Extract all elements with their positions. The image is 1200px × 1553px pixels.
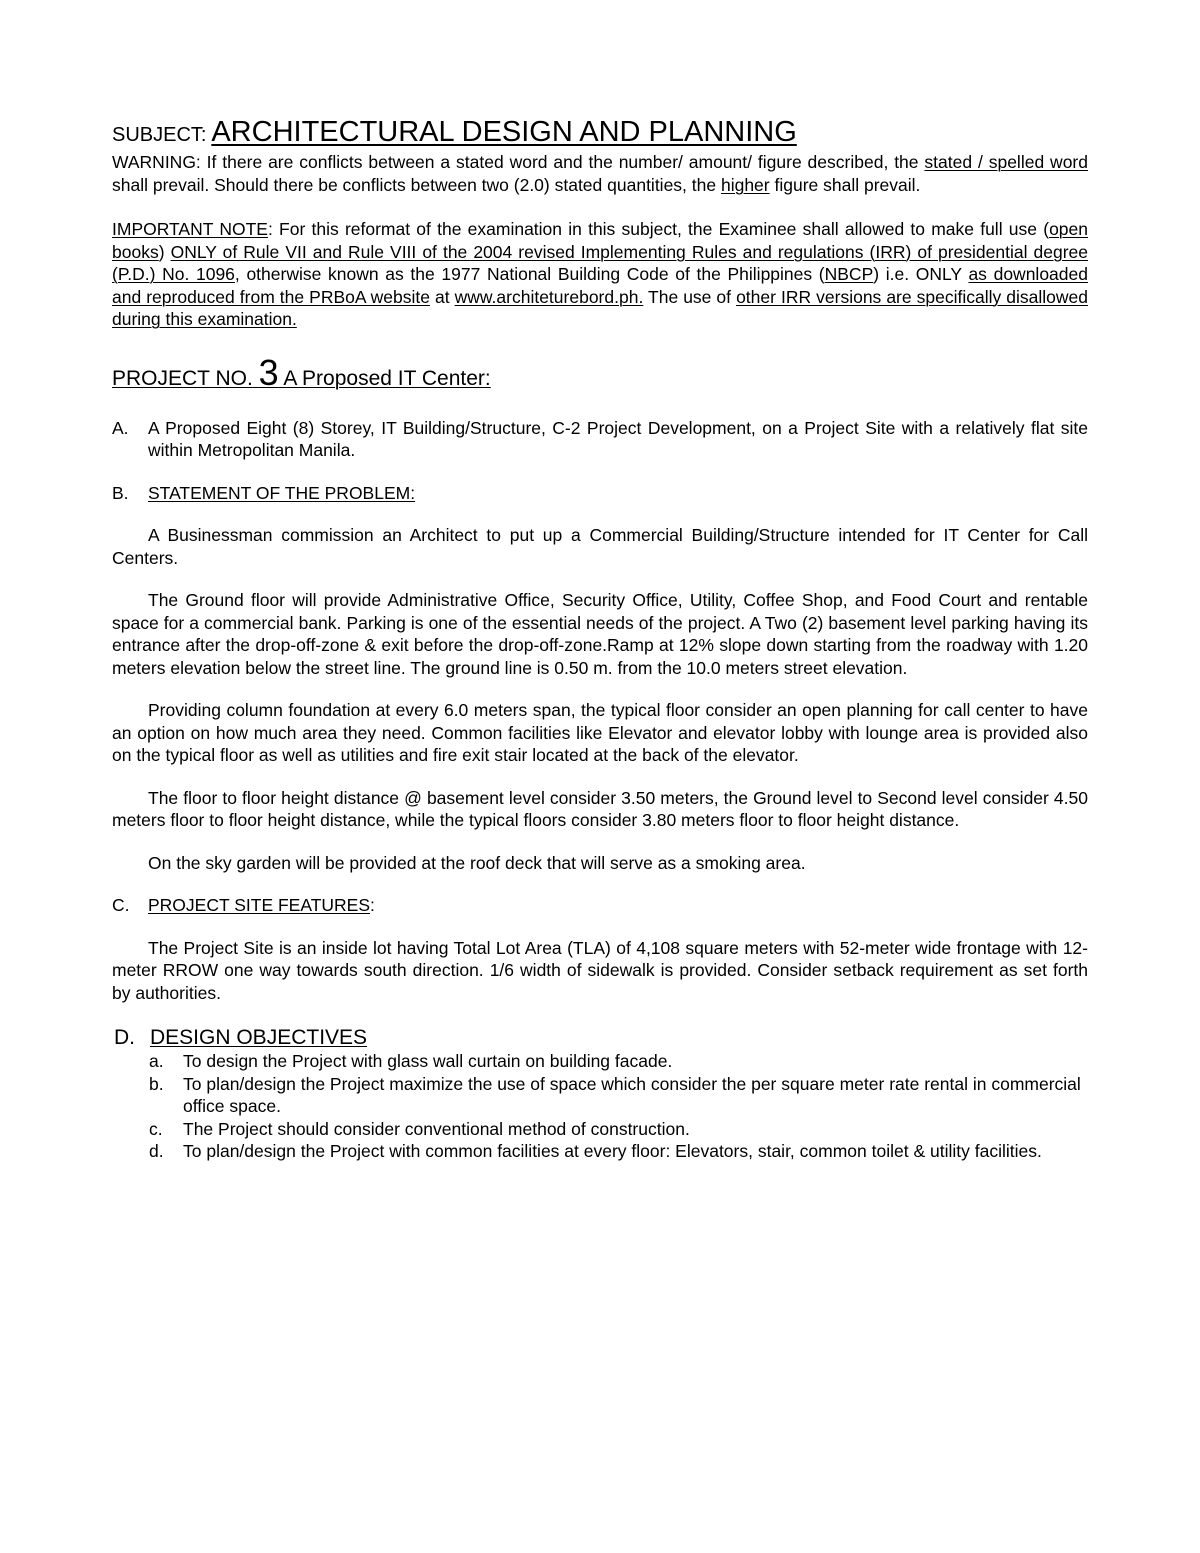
note-underline: ONLY of Rule VII and Rule VIII of the 2004 revised Implementing Rules and regulations (IRR) of presidential degree (P.D.) No. 1096 [112, 241, 1088, 284]
note-text: ) [158, 241, 171, 262]
section-a [112, 417, 1088, 462]
note-text: at [429, 286, 455, 307]
note-underline: as downloaded and reproduced from the PRBoA website [112, 264, 1088, 307]
design-objectives-list [112, 1050, 1088, 1163]
section-d-label: D. [114, 1026, 135, 1049]
problem-paragraph-4: The floor to floor height distance @ basement level consider 3.50 meters, the Ground level to Second level consider 4.50 meters floor to floor height distance, while the typical floors consider 3.80 meters floor to floor height distance. [112, 787, 1088, 830]
objective-label: b. [149, 1073, 164, 1094]
important-note-paragraph [112, 218, 1088, 331]
section-b-title: STATEMENT OF THE PROBLEM: [148, 482, 416, 503]
section-c-title: PROJECT SITE FEATURES [148, 895, 371, 915]
warning-text: figure shall prevail. [769, 174, 921, 195]
warning-text: shall prevail. Should there be conflicts between two (2.0) stated quantities, the [112, 174, 721, 195]
project-heading [112, 351, 1088, 397]
note-text: : For this reformat of the examination in this subject, the Examinee shall allowed to make full use ( [267, 219, 1050, 239]
problem-paragraph-2: The Ground floor will provide Administrative Office, Security Office, Utility, Coffee Shop, and Food Court and rentable space for a commercial bank. Parking is one of the essential needs of the project. A Two (2) basement level parking having its entrance after the drop-off-zone & exit before the drop-off-zone.Ramp at 12% slope down starting from the roadway with 1.20 meters elevation below the street line. The ground line is 0.50 m. from the 10.0 meters street elevation. [112, 590, 1088, 678]
warning-label: WARNING: [112, 152, 201, 172]
section-a-text: A Proposed Eight (8) Storey, IT Building/Structure, C-2 Project Development, on a Project Site with a relatively flat site within Metropolitan Manila. [148, 417, 1088, 460]
objective-text: To plan/design the Project with common facilities at every floor: Elevators, stair, common toilet & utility facilities. [183, 1141, 1042, 1161]
list-item [112, 1118, 1088, 1141]
section-b-label: B. [112, 482, 129, 503]
problem-paragraph-1: A Businessman commission an Architect to put up a Commercial Building/Structure intended for IT Center for Call Centers. [112, 525, 1088, 568]
problem-paragraph-5: On the sky garden will be provided at the roof deck that will serve as a smoking area. [148, 852, 806, 873]
project-label-text: PROJECT NO. [112, 366, 253, 390]
note-underline: NBCP [824, 264, 874, 284]
list-item [112, 1140, 1088, 1163]
subject-title: ARCHITECTURAL DESIGN AND PLANNING [211, 116, 797, 148]
note-text: ) i.e. ONLY [873, 264, 969, 284]
warning-underline-higher: higher [720, 174, 770, 195]
project-number: 3 [258, 351, 279, 393]
problem-paragraph-3: Providing column foundation at every 6.0 meters span, the typical floor consider an open planning for call center to have an option on how much area they need. Common facilities like Elevator and elevator lobby with lounge area is provided also on the typical floor as well as utilities and fire exit stair located at the back of the elevator. [112, 700, 1088, 765]
warning-paragraph [112, 151, 1088, 196]
objective-label: c. [149, 1118, 163, 1139]
warning-underline-stated: stated / spelled word [924, 152, 1088, 172]
list-item [112, 1073, 1088, 1118]
website-link[interactable]: www.architeturebord.ph. [454, 286, 644, 307]
objective-text: The Project should consider conventional method of construction. [183, 1118, 690, 1139]
section-d-title: DESIGN OBJECTIVES [150, 1026, 368, 1049]
subject-heading [112, 116, 1088, 151]
objective-text: To plan/design the Project maximize the use of space which consider the per square meter rate rental in commercial office space. [183, 1073, 1081, 1116]
section-c-label: C. [112, 895, 130, 915]
objective-label: a. [149, 1051, 164, 1071]
list-item [112, 1050, 1088, 1073]
project-title: A Proposed IT Center: [278, 366, 491, 390]
subject-label: SUBJECT: [112, 124, 207, 146]
section-c-heading [112, 894, 1088, 917]
objective-text: To design the Project with glass wall curtain on building facade. [183, 1051, 673, 1071]
note-underline: open books [112, 219, 1088, 262]
section-a-label: A. [112, 417, 129, 438]
warning-text: If there are conflicts between a stated word and the number/ amount/ figure described, the [200, 152, 925, 172]
section-d-heading [112, 1026, 1088, 1050]
note-underline: other IRR versions are specifically disallowed during this examination. [112, 286, 1088, 329]
note-text: The use of [643, 286, 737, 307]
document-body [112, 116, 1088, 1163]
project-label [112, 351, 279, 393]
objective-label: d. [149, 1141, 164, 1161]
site-features-paragraph: The Project Site is an inside lot having Total Lot Area (TLA) of 4,108 square meters with 52-meter wide frontage with 12-meter RROW one way towards south direction. 1/6 width of sidewalk is provided. Consider setback requirement as set forth by authorities. [112, 937, 1088, 1003]
note-text: , otherwise known as the 1977 National Building Code of the Philippines ( [234, 264, 825, 284]
section-b-heading [112, 482, 1088, 505]
important-note-label: IMPORTANT NOTE [112, 219, 268, 239]
section-c-suffix: : [370, 895, 375, 915]
